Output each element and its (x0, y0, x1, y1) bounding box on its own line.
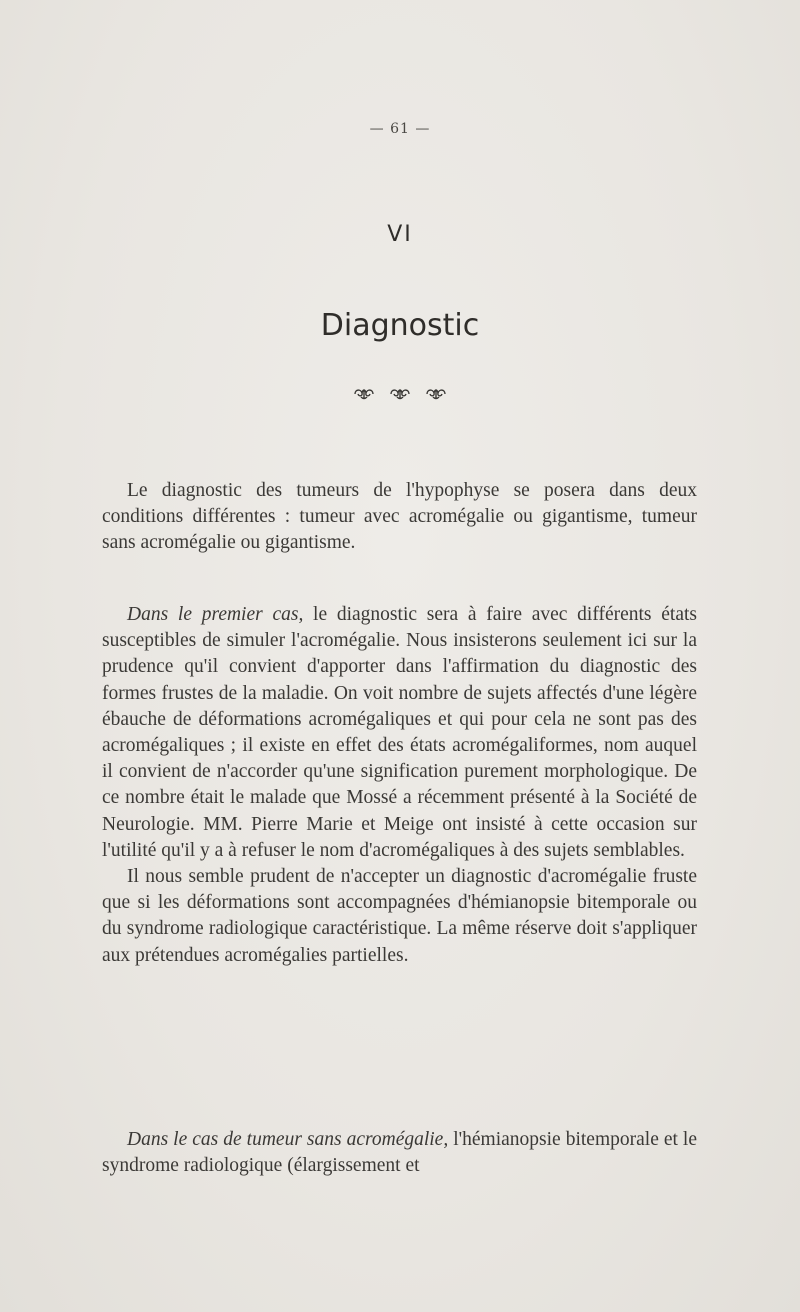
paragraph-premier-cas (102, 602, 697, 969)
page-number: — 61 — (369, 121, 431, 137)
paragraph-text (102, 602, 697, 864)
paragraph-sans-acromegalie (102, 1127, 697, 1179)
fleuron-icon (353, 386, 375, 400)
paragraph-intro (102, 478, 697, 557)
fleuron-icon (389, 386, 411, 400)
chapter-number: VI (387, 222, 413, 247)
fleuron-icon (425, 386, 447, 400)
paragraph-body: l'hémianopsie bitemporale et le syndrome radiologique (élargissement et (102, 1129, 698, 1177)
paragraph-text: Le diagnostic des tumeurs de l'hypophyse se posera dans deux conditions différentes : tumeur avec acromégalie ou gigantisme, tumeur sans acromégalie ou gigantisme. (102, 480, 697, 554)
paragraph-text (102, 1127, 697, 1179)
chapter-title: Diagnostic (320, 308, 480, 343)
italic-lead: Dans le cas de tumeur sans acromégalie, (127, 1129, 449, 1150)
paragraph-body: le diagnostic sera à faire avec différents états susceptibles de simuler l'acromégalie. Nous insisterons seulement ici sur la prudence qu'il convient d'apporter dans l'affirmation du diagnostic des formes frustes de la maladie. On voit nombre de sujets affectés d'une légère ébauche de déformations acromégaliques et qui pour cela ne sont pas des acromégaliques ; il existe en effet des états acromégaliformes, nom auquel il convient de n'accorder qu'une signification purement morphologique. De ce nombre était le malade que Mossé a récemment présenté à la Société de Neurologie. MM. Pierre Marie et Meige ont insisté à cette occasion sur l'utilité qu'il y a à refuser le nom d'acromégaliques à des sujets semblables. (102, 604, 697, 861)
paragraph-text: Il nous semble prudent de n'accepter un diagnostic d'acromégalie fruste que si les déformations sont accompagnées d'hémianopsie bitemporale ou du syndrome radiologique caractéristique. La même réserve doit s'appliquer aux prétendues acromégalies partielles. (102, 866, 697, 966)
italic-lead: Dans le premier cas, (127, 604, 304, 625)
ornament-row (0, 386, 800, 400)
